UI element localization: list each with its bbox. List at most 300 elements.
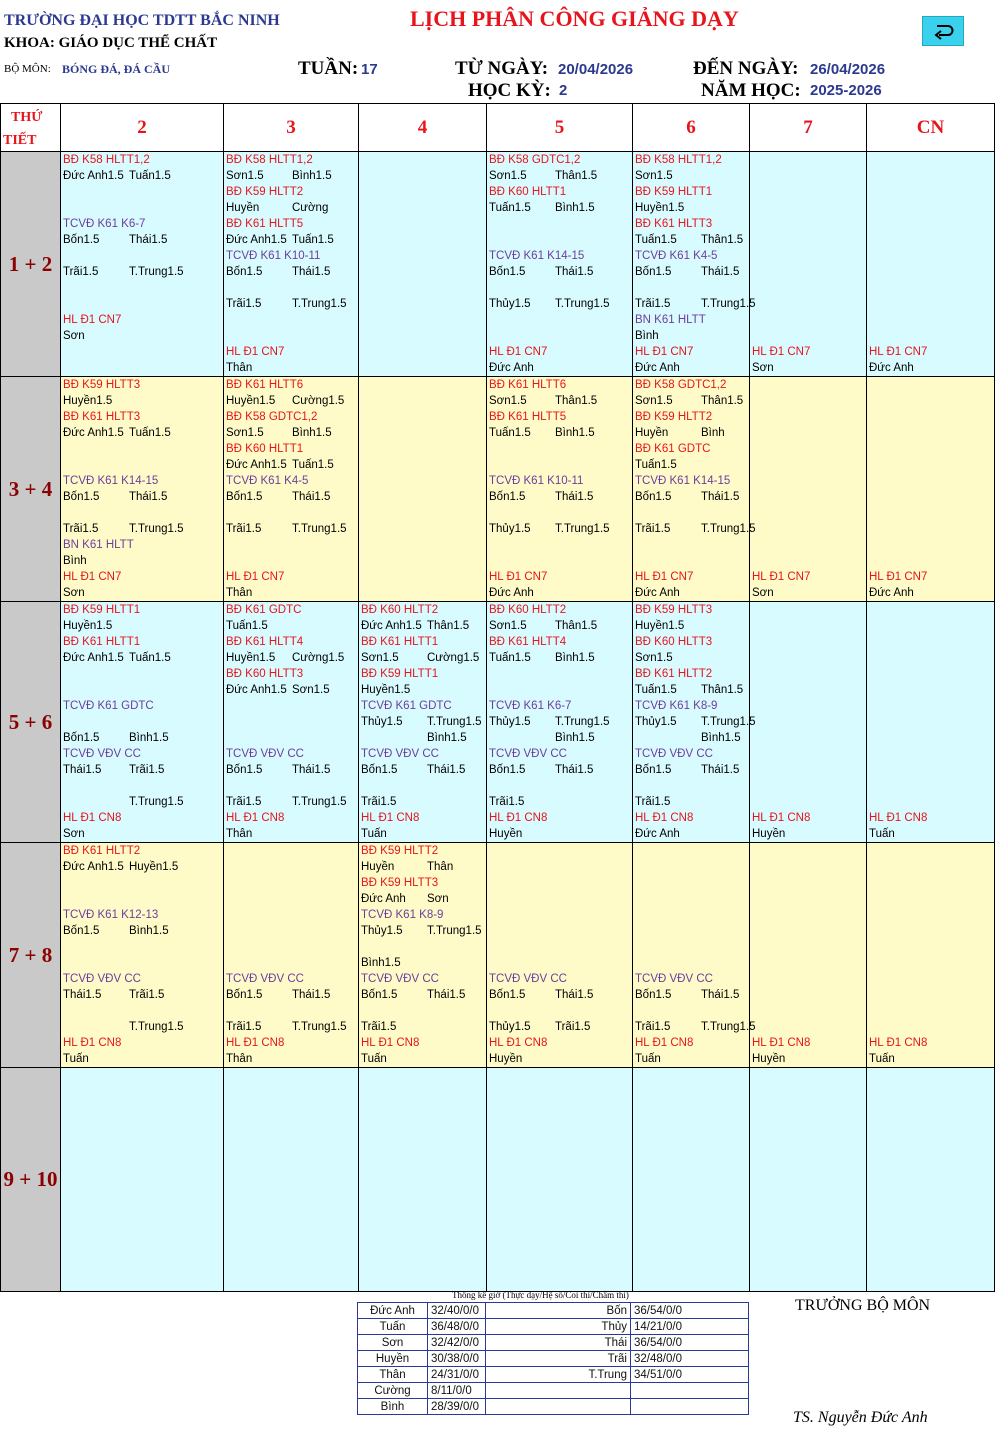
cell-text: HL Đ1 CN8 <box>361 1037 420 1049</box>
cell-text: Bình <box>63 555 87 567</box>
cell-line <box>61 810 223 826</box>
cell-text: Bốn1.5 <box>635 764 672 776</box>
cell-line <box>359 714 486 730</box>
cell-line <box>224 505 358 521</box>
cell-line <box>487 409 632 425</box>
cell-line <box>633 521 756 537</box>
cell-text: Huyền1.5 <box>63 620 113 632</box>
cell-line <box>224 184 358 200</box>
cell-text: Thân1.5 <box>701 234 744 246</box>
cell-line <box>633 457 749 473</box>
schedule-cell[interactable] <box>750 843 867 1068</box>
cell-line <box>487 216 632 232</box>
cell-line <box>224 650 358 666</box>
stats-cell: 34/51/0/0 <box>631 1367 749 1383</box>
cell-line <box>61 826 223 842</box>
cell-line <box>867 264 994 280</box>
cell-line <box>61 634 223 650</box>
cell-text: Tuấn1.5 <box>635 684 677 696</box>
cell-line <box>750 457 866 473</box>
cell-text: Cường1.5 <box>292 395 345 407</box>
cell-text: TCVĐ K61 K4-5 <box>226 475 309 487</box>
cell-text: T.Trung1.5 <box>555 716 610 728</box>
cell-line <box>750 489 866 505</box>
cell-text: Trãi1.5 <box>226 796 262 808</box>
cell-line <box>750 1035 866 1051</box>
schedule-cell[interactable] <box>224 152 359 377</box>
cell-line <box>487 923 632 939</box>
cell-line <box>487 1003 632 1019</box>
cell-text: BĐ K58 GDTC1,2 <box>226 411 318 423</box>
cell-line <box>224 248 358 264</box>
cell-line <box>61 698 223 714</box>
cell-line <box>633 618 749 634</box>
cell-line <box>224 794 358 810</box>
cell-line <box>487 377 632 393</box>
cell-text: HL Đ1 CN7 <box>489 346 548 358</box>
cell-text: BĐ K61 HLTT5 <box>489 411 567 423</box>
schedule-cell[interactable] <box>487 377 633 602</box>
cell-text: T.Trung1.5 <box>427 925 482 937</box>
schedule-cell[interactable] <box>487 152 633 377</box>
cell-line <box>359 955 486 971</box>
schedule-cell[interactable] <box>867 152 995 377</box>
cell-line <box>487 425 632 441</box>
cell-line <box>867 409 994 425</box>
cell-line <box>359 826 486 842</box>
cell-text: Huyền1.5 <box>635 202 685 214</box>
cell-line <box>487 152 632 168</box>
cell-line <box>487 826 632 842</box>
cell-text: Thái1.5 <box>292 764 331 776</box>
cell-text: Huyền1.5 <box>226 395 276 407</box>
stats-cell: 24/31/0/0 <box>428 1367 486 1383</box>
cell-text: Trãi1.5 <box>635 796 671 808</box>
schedule-cell[interactable] <box>750 602 867 843</box>
corner-header <box>1 104 61 152</box>
cell-text: BĐ K60 HLTT2 <box>361 604 439 616</box>
cell-line <box>750 328 866 344</box>
cell-line <box>750 987 866 1003</box>
cell-line <box>224 939 358 955</box>
schedule-cell[interactable] <box>750 377 867 602</box>
cell-line <box>867 248 994 264</box>
cell-line <box>61 891 223 907</box>
cell-text: Đức Anh <box>869 587 914 599</box>
cell-text: Thân1.5 <box>701 684 744 696</box>
cell-text: Trãi1.5 <box>63 523 99 535</box>
cell-line <box>224 843 358 859</box>
cell-line <box>224 232 358 248</box>
schedule-cell[interactable] <box>61 602 224 843</box>
cell-text: Đức Anh1.5 <box>63 861 124 873</box>
cell-text: BĐ K60 HLTT2 <box>489 604 567 616</box>
cell-line <box>750 859 866 875</box>
stats-cell: 30/38/0/0 <box>428 1351 486 1367</box>
schedule-cell[interactable] <box>867 602 995 843</box>
cell-line <box>750 441 866 457</box>
cell-line <box>487 987 632 1003</box>
cell-text: Thân <box>427 861 454 873</box>
cell-text: BĐ K61 HLTT2 <box>635 668 713 680</box>
cell-line <box>359 634 486 650</box>
cell-line <box>750 537 866 553</box>
cell-text: TCVĐ K61 K8-9 <box>635 700 718 712</box>
schedule-cell[interactable] <box>633 377 756 602</box>
cell-line <box>867 939 994 955</box>
cell-line <box>633 923 749 939</box>
cell-text: HL Đ1 CN7 <box>635 346 694 358</box>
cell-text: Sơn <box>752 587 774 599</box>
stats-cell: 14/21/0/0 <box>631 1319 749 1335</box>
period-row <box>1 377 995 602</box>
cell-text: HL Đ1 CN7 <box>63 571 122 583</box>
cell-text: BĐ K61 GDTC <box>226 604 302 616</box>
cell-line <box>487 650 632 666</box>
cell-text: HL Đ1 CN8 <box>489 1037 548 1049</box>
stats-cell: Huyền <box>358 1351 428 1367</box>
cell-text: BĐ K58 HLTT1,2 <box>635 154 722 166</box>
cell-text: Bình1.5 <box>555 732 595 744</box>
schedule-cell[interactable] <box>359 152 487 377</box>
cell-line <box>487 537 632 553</box>
cell-line <box>359 746 486 762</box>
day-header: 4 <box>359 104 487 152</box>
cell-line <box>61 393 223 409</box>
schedule-cell[interactable] <box>224 602 359 843</box>
cell-line <box>750 955 866 971</box>
schedule-cell[interactable] <box>487 843 633 1068</box>
schedule-cell[interactable] <box>633 152 756 377</box>
cell-line <box>750 200 866 216</box>
cell-line <box>633 859 749 875</box>
schedule-cell[interactable] <box>61 843 224 1068</box>
cell-text: Thân <box>226 1053 253 1065</box>
cell-line <box>633 987 749 1003</box>
cell-text: Đức Anh <box>361 893 406 905</box>
cell-line <box>867 216 994 232</box>
schedule-cell[interactable] <box>633 843 756 1068</box>
cell-line <box>487 585 632 601</box>
schedule-cell[interactable] <box>61 1068 224 1292</box>
cell-line <box>224 328 358 344</box>
cell-line <box>867 907 994 923</box>
cell-text: Bình1.5 <box>555 427 595 439</box>
cell-line <box>867 425 994 441</box>
cell-text: T.Trung1.5 <box>701 523 756 535</box>
cell-line <box>224 698 358 714</box>
cell-line <box>61 521 223 537</box>
cell-line <box>61 618 223 634</box>
cell-text: TCVĐ VĐV CC <box>635 748 713 760</box>
cell-line <box>633 810 749 826</box>
cell-text: Bốn1.5 <box>361 989 398 1001</box>
hours-stats-table <box>357 1302 749 1415</box>
schedule-cell[interactable] <box>867 843 995 1068</box>
cell-text: Bình1.5 <box>361 957 401 969</box>
cell-line <box>750 1019 866 1035</box>
cell-line <box>750 521 866 537</box>
cell-text: HL Đ1 CN7 <box>635 571 694 583</box>
cell-line <box>224 634 358 650</box>
stats-title: Thống kê giờ (Thực dạy/Hệ số/Coi thi/Chấm thi) <box>452 1290 629 1300</box>
cell-line <box>224 489 358 505</box>
cell-text: Bốn1.5 <box>635 491 672 503</box>
cell-text: Đức Anh <box>869 362 914 374</box>
cell-line <box>224 971 358 987</box>
stats-row <box>358 1399 749 1415</box>
cell-line <box>61 425 223 441</box>
schedule-table <box>0 103 995 1292</box>
cell-line <box>224 1051 358 1067</box>
cell-text: Sơn <box>752 362 774 374</box>
cell-line <box>359 778 486 794</box>
stats-row <box>358 1303 749 1319</box>
cell-line <box>750 778 866 794</box>
cell-text: Cường1.5 <box>292 652 345 664</box>
cell-text: Thân1.5 <box>555 395 598 407</box>
cell-text: TCVĐ VĐV CC <box>361 973 439 985</box>
cell-text: TCVĐ VĐV CC <box>489 973 567 985</box>
cell-line <box>633 778 749 794</box>
cell-line <box>359 794 486 810</box>
cell-text: Bình <box>635 330 659 342</box>
cell-text: Trãi1.5 <box>129 989 165 1001</box>
cell-line <box>867 312 994 328</box>
cell-text: BĐ K61 HLTT1 <box>361 636 439 648</box>
schedule-cell[interactable] <box>633 602 756 843</box>
cell-line <box>633 248 749 264</box>
cell-text: Bốn1.5 <box>226 266 263 278</box>
cell-line <box>359 698 486 714</box>
cell-text: TCVĐ K61 K6-7 <box>489 700 572 712</box>
cell-line <box>224 473 358 489</box>
cell-line <box>633 1035 749 1051</box>
cell-line <box>867 618 994 634</box>
day-corner-label: THỨ <box>11 109 43 125</box>
cell-text: Đức Anh <box>635 587 680 599</box>
cell-line <box>61 794 223 810</box>
cell-line <box>61 666 223 682</box>
cell-text: Huyền1.5 <box>635 620 685 632</box>
cell-line <box>633 569 749 585</box>
cell-line <box>633 553 749 569</box>
subject-name: BÓNG ĐÁ, ĐÁ CẦU <box>62 62 170 76</box>
schedule-cell[interactable] <box>61 152 224 377</box>
cell-text: Sơn <box>427 893 449 905</box>
schedule-cell[interactable] <box>224 843 359 1068</box>
cell-line <box>224 553 358 569</box>
cell-text: Trãi1.5 <box>226 1021 262 1033</box>
cell-line <box>867 746 994 762</box>
cell-text: Bốn1.5 <box>226 764 263 776</box>
schedule-cell[interactable] <box>61 377 224 602</box>
cell-line <box>224 923 358 939</box>
cell-line <box>633 666 749 682</box>
cell-line <box>224 859 358 875</box>
cell-text: Tuấn1.5 <box>292 234 334 246</box>
cell-text: TCVĐ K61 K4-5 <box>635 250 718 262</box>
cell-text: Đức Anh <box>635 362 680 374</box>
cell-line <box>224 409 358 425</box>
cell-line <box>61 152 223 168</box>
stats-cell: Sơn <box>358 1335 428 1351</box>
cell-line <box>750 264 866 280</box>
cell-line <box>359 875 486 891</box>
cell-line <box>359 682 486 698</box>
cell-line <box>633 264 749 280</box>
cell-text: HL Đ1 CN7 <box>869 346 928 358</box>
cell-text: Sơn1.5 <box>635 652 673 664</box>
cell-line <box>359 971 486 987</box>
cell-text: Huyền1.5 <box>129 861 179 873</box>
cell-text: TCVĐ K61 K10-11 <box>226 250 321 262</box>
cell-line <box>633 184 749 200</box>
cell-text: Bốn1.5 <box>63 925 100 937</box>
cell-line <box>224 810 358 826</box>
schedule-cell[interactable] <box>867 1068 995 1292</box>
schedule-cell[interactable] <box>487 602 633 843</box>
cell-line <box>633 232 749 248</box>
cell-text: T.Trung1.5 <box>292 523 347 535</box>
cell-line <box>633 168 749 184</box>
cell-line <box>750 843 866 859</box>
cell-text: Huyền <box>752 828 786 840</box>
cell-text: Sơn1.5 <box>489 395 527 407</box>
cell-line <box>487 730 632 746</box>
cell-text: Thái1.5 <box>701 989 740 1001</box>
cell-text: Bốn1.5 <box>361 764 398 776</box>
cell-text: Sơn1.5 <box>635 395 673 407</box>
cell-line <box>633 971 749 987</box>
stats-row <box>358 1319 749 1335</box>
cell-line <box>867 762 994 778</box>
cell-line <box>867 441 994 457</box>
cell-line <box>224 344 358 360</box>
cell-line <box>61 377 223 393</box>
cell-line <box>867 152 994 168</box>
schedule-cell[interactable] <box>750 1068 867 1292</box>
cell-line <box>487 457 632 473</box>
schedule-cell[interactable] <box>224 1068 359 1292</box>
stats-cell: Bình <box>358 1399 428 1415</box>
stats-cell: 36/54/0/0 <box>631 1303 749 1319</box>
cell-text: Thái1.5 <box>292 989 331 1001</box>
schedule-cell[interactable] <box>633 1068 750 1292</box>
cell-text: Thái1.5 <box>292 266 331 278</box>
stats-row <box>358 1351 749 1367</box>
cell-line <box>487 682 632 698</box>
cell-line <box>633 280 749 296</box>
cell-text: BĐ K58 HLTT1,2 <box>63 154 150 166</box>
cell-line <box>633 328 749 344</box>
cell-line <box>867 778 994 794</box>
from-date-value: 20/04/2026 <box>558 61 634 78</box>
cell-text: Thủy1.5 <box>489 1021 531 1033</box>
stats-cell: Bốn <box>486 1303 631 1319</box>
stats-cell: Thái <box>486 1335 631 1351</box>
cell-text: Đức Anh <box>489 587 534 599</box>
cell-line <box>61 248 223 264</box>
cell-line <box>359 891 486 907</box>
period-label: 1 + 2 <box>1 152 61 377</box>
cell-line <box>867 794 994 810</box>
cell-line <box>487 875 632 891</box>
cell-line <box>61 312 223 328</box>
schedule-cell[interactable] <box>359 843 487 1068</box>
cell-line <box>487 1051 632 1067</box>
cell-line <box>359 762 486 778</box>
cell-text: Tuấn <box>63 1053 89 1065</box>
schedule-cell[interactable] <box>359 377 487 602</box>
cell-line <box>633 682 749 698</box>
cell-line <box>61 778 223 794</box>
cell-line <box>359 923 486 939</box>
cell-text: Tuấn <box>361 828 387 840</box>
cell-line <box>750 602 866 618</box>
schedule-cell[interactable] <box>224 377 359 602</box>
cell-line <box>487 907 632 923</box>
year-value: 2025-2026 <box>810 82 882 99</box>
cell-text: Thân1.5 <box>555 620 598 632</box>
cell-line <box>487 569 632 585</box>
cell-line <box>224 312 358 328</box>
cell-text: Tuấn1.5 <box>129 652 171 664</box>
stats-row <box>358 1367 749 1383</box>
cell-line <box>867 923 994 939</box>
schedule-cell[interactable] <box>487 1068 633 1292</box>
cell-line <box>487 184 632 200</box>
term-label: HỌC KỲ: <box>468 80 551 101</box>
cell-text: Trãi1.5 <box>489 796 525 808</box>
cell-text: Trãi1.5 <box>226 523 262 535</box>
cell-text: Thái1.5 <box>555 266 594 278</box>
schedule-cell[interactable] <box>867 377 995 602</box>
cell-text: BĐ K59 HLTT1 <box>361 668 439 680</box>
cell-text: Thái1.5 <box>701 764 740 776</box>
cell-line <box>61 409 223 425</box>
cell-line <box>867 955 994 971</box>
cell-text: Bốn1.5 <box>226 491 263 503</box>
cell-line <box>61 441 223 457</box>
schedule-cell[interactable] <box>750 152 867 377</box>
cell-text: TCVĐ VĐV CC <box>63 748 141 760</box>
period-label: 7 + 8 <box>1 843 61 1068</box>
cell-text: BĐ K61 HLTT3 <box>635 218 713 230</box>
cell-text: HL Đ1 CN7 <box>489 571 548 583</box>
cell-text: Bình1.5 <box>555 202 595 214</box>
cell-line <box>867 537 994 553</box>
cell-text: HL Đ1 CN8 <box>361 812 420 824</box>
cell-line <box>750 232 866 248</box>
cell-text: BĐ K61 HLTT3 <box>63 411 141 423</box>
cell-text: Huyền <box>226 202 260 214</box>
cell-line <box>61 585 223 601</box>
schedule-cell[interactable] <box>359 602 487 843</box>
cell-text: Thái1.5 <box>427 989 466 1001</box>
cell-line <box>224 569 358 585</box>
cell-line <box>867 569 994 585</box>
back-button[interactable] <box>922 16 964 46</box>
cell-line <box>61 296 223 312</box>
cell-line <box>224 360 358 376</box>
cell-line <box>867 280 994 296</box>
cell-line <box>487 200 632 216</box>
cell-text: Tuấn1.5 <box>226 620 268 632</box>
schedule-cell[interactable] <box>359 1068 487 1292</box>
cell-line <box>487 489 632 505</box>
cell-line <box>224 1019 358 1035</box>
